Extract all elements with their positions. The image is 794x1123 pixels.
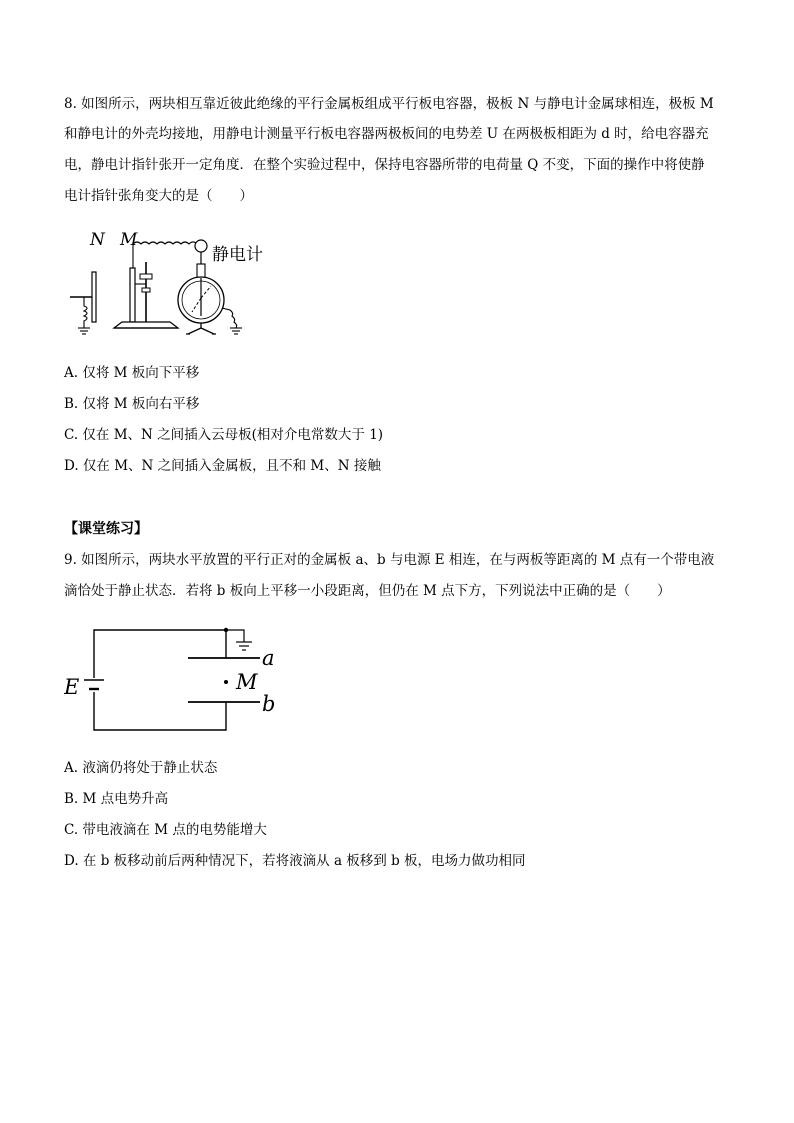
electroscope-ball-icon xyxy=(195,240,207,252)
q8-line-2: 和静电计的外壳均接地，用静电计测量平行板电容器两极板间的电势差 U 在两极板相距为 d 时，给电容器充 xyxy=(64,126,709,142)
q8-option-a[interactable]: A. 仅将 M 板向下平移 xyxy=(64,365,200,381)
q9-circuit-figure xyxy=(64,620,304,740)
q9-option-d[interactable]: D. 在 b 板移动前后两种情况下，若将液滴从 a 板移到 b 板，电场力做功相同 xyxy=(64,853,526,869)
q8-electroscope-figure xyxy=(64,224,284,340)
q9-option-c[interactable]: C. 带电液滴在 M 点的电势能增大 xyxy=(64,822,267,838)
q8-label-m: M xyxy=(120,230,138,250)
q9-option-a[interactable]: A. 液滴仍将处于静止状态 xyxy=(64,760,218,776)
q9-label-a: a xyxy=(262,646,275,670)
plate-n-icon xyxy=(92,272,96,322)
q8-option-b[interactable]: B. 仅将 M 板向右平移 xyxy=(64,396,200,412)
point-m-icon xyxy=(224,680,228,684)
q9-label-e: E xyxy=(64,675,80,699)
section-title: 【课堂练习】 xyxy=(64,521,148,537)
q9-label-m: M xyxy=(236,670,258,694)
q8-line-1: 8. 如图所示，两块相互靠近彼此绝缘的平行金属板组成平行板电容器，极板 N 与静电计金属球相连，极板 M xyxy=(64,96,714,112)
q9-option-b[interactable]: B. M 点电势升高 xyxy=(64,791,169,807)
plate-m-icon xyxy=(130,268,135,322)
q8-option-c[interactable]: C. 仅在 M、N 之间插入云母板(相对介电常数大于 1) xyxy=(64,427,384,443)
q9-line-1: 9. 如图所示，两块水平放置的平行正对的金属板 a、b 与电源 E 相连，在与两板等距离的 M 点有一个带电液 xyxy=(64,552,715,568)
q8-label-electroscope: 静电计 xyxy=(212,245,263,265)
q9-line-2: 滴恰处于静止状态．若将 b 板向上平移一小段距离，但仍在 M 点下方，下列说法中正确的是（ ） xyxy=(64,583,671,599)
q8-line-3: 电，静电计指针张开一定角度．在整个实验过程中，保持电容器所带的电荷量 Q 不变，下面的操作中将使静 xyxy=(64,157,705,173)
q8-option-d[interactable]: D. 仅在 M、N 之间插入金属板，且不和 M、N 接触 xyxy=(64,458,381,474)
q9-label-b: b xyxy=(262,692,276,716)
q8-line-4: 电计指针张角变大的是（ ） xyxy=(64,188,253,204)
q8-label-n: N xyxy=(90,230,105,250)
